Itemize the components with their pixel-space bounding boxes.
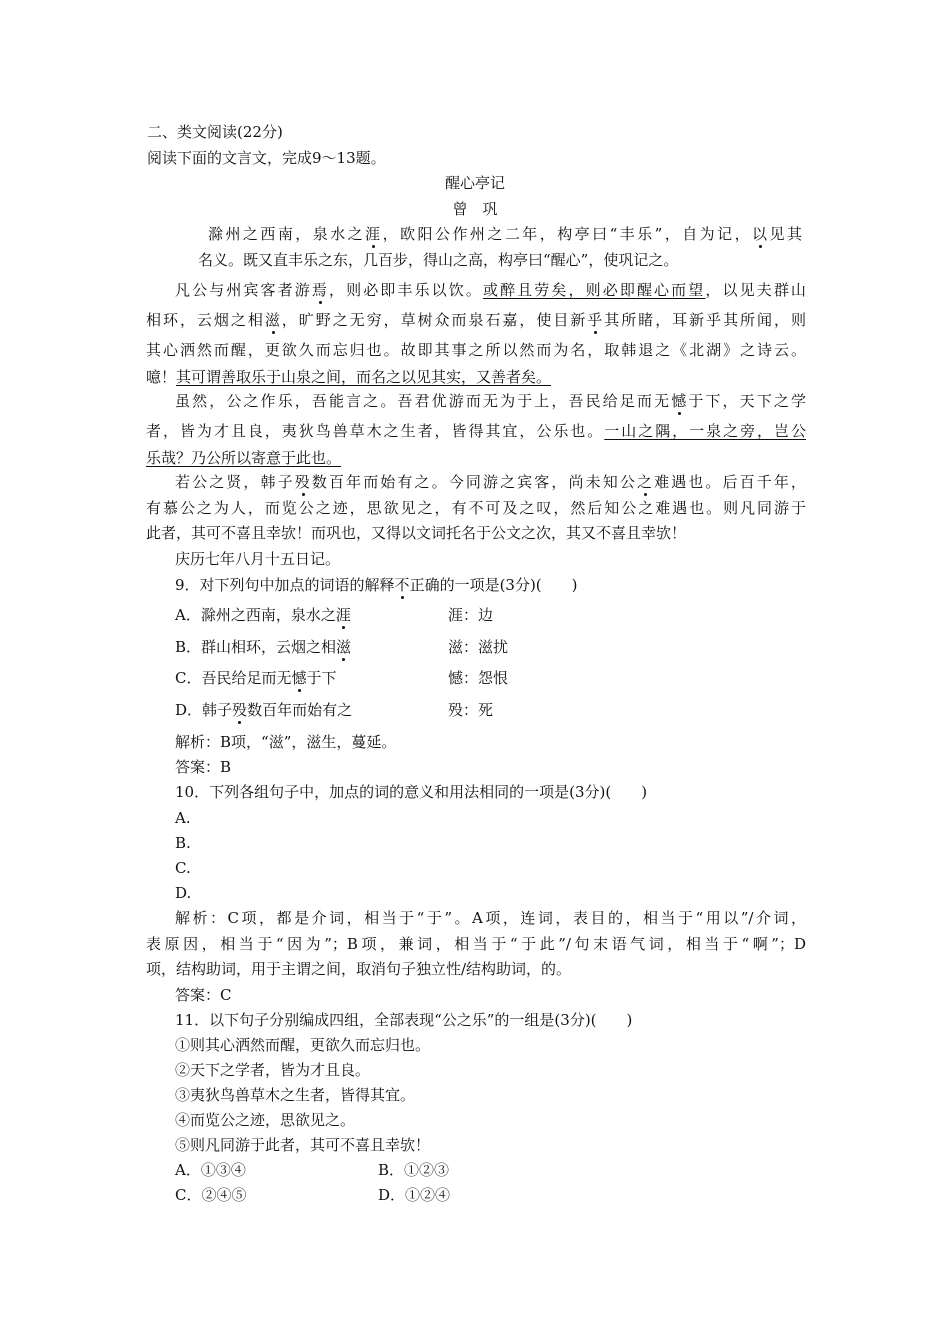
q9-option-a-def: 涯：边 xyxy=(448,606,494,624)
dotted-char: 焉 xyxy=(311,281,329,299)
dotted-char: 滋 xyxy=(336,638,352,656)
q9-answer: 答案：B xyxy=(175,758,232,776)
q9-option-b: B．群山相环，云烟之相滋 xyxy=(175,638,352,656)
q11-item: ③夷狄鸟兽草木之生者，皆得其宜。 xyxy=(175,1086,416,1104)
q9-option-c-def: 憾：怨恨 xyxy=(448,669,509,687)
q11-item: ②天下之学者，皆为才且良。 xyxy=(175,1061,371,1079)
q9-option-d: D．韩子殁数百年而始有之 xyxy=(175,701,353,719)
underlined-sentence: 一山之隅，一泉之旁，岂公 xyxy=(604,422,806,440)
q10-stem: 10．下列各组句子中，加点的词的意义和用法相同的一项是(3分)( ) xyxy=(175,783,648,801)
dotted-char: 憾 xyxy=(671,392,689,410)
passage-p2-line4: 噫！其可谓善取乐于山泉之间，而名之以见其实，又善者矣。 xyxy=(146,368,552,386)
underlined-sentence: 其可谓善取乐于山泉之间，而名之以见其实，又善者矣。 xyxy=(176,368,552,386)
passage-p2-line1: 凡公与州宾客者游焉，则必即丰乐以饮。或醉且劳矣，则必即醒心而望，以见夫群山 xyxy=(175,281,806,299)
passage-p3-line3 xyxy=(146,448,341,468)
passage-p3-line2: 者，皆为才且良，夷狄鸟兽草木之生者，皆得其宜，公乐也。一山之隅，一泉之旁，岂公 xyxy=(146,422,806,440)
section-heading: 二、类文阅读(22分) xyxy=(147,123,283,141)
q11-option-a: A．①③④ xyxy=(175,1161,246,1179)
passage-author: 曾 巩 xyxy=(452,200,498,218)
dotted-char: 涯 xyxy=(365,225,383,243)
q11-option-d: D．①②④ xyxy=(378,1186,451,1204)
q9-option-b-def: 滋：滋扰 xyxy=(448,638,509,656)
q10-option-b: B. xyxy=(175,834,191,852)
dotted-char: 殁 xyxy=(294,473,312,491)
q10-answer: 答案：C xyxy=(175,986,232,1004)
q11-item: ①则其心洒然而醒，更欲久而忘归也。 xyxy=(175,1036,431,1054)
passage-title: 醒心亭记 xyxy=(444,174,505,192)
q9-option-d-def: 殁：死 xyxy=(448,701,494,719)
q10-analysis-line1: 解析：C项，都是介词，相当于“于”。A项，连词，表目的，相当于“用以”/介词， xyxy=(175,909,806,927)
q10-option-a: A. xyxy=(175,809,191,827)
q11-stem: 11．以下句子分别编成四组，全部表现“公之乐”的一组是(3分)( ) xyxy=(175,1011,633,1029)
q10-option-c: C. xyxy=(175,859,191,877)
passage-p1-line1: 滁州之西南，泉水之涯，欧阳公作州之二年，构亭曰“丰乐”，自为记，以见其 xyxy=(208,225,802,243)
dotted-char: 涯 xyxy=(335,606,351,624)
q10-analysis-line2: 表原因，相当于“因为”；B项，兼词，相当于“于此”/句末语气词，相当于“啊”；D xyxy=(146,935,806,953)
dotted-char: 乎 xyxy=(587,311,605,329)
passage-p1-line2: 名义。既又直丰乐之东，几百步，得山之高，构亭曰“醒心”，使巩记之。 xyxy=(198,251,679,269)
q10-option-d: D. xyxy=(175,884,192,902)
underlined-sentence: 或醉且劳矣，则必即醒心而望 xyxy=(482,281,706,299)
q9-stem: 9．对下列句中加点的词语的解释不正确的一项是(3分)( ) xyxy=(175,576,578,594)
q11-item: ⑤则凡同游于此者，其可不喜且幸欤！ xyxy=(175,1136,431,1154)
q11-item: ④而览公之迹，思欲见之。 xyxy=(175,1111,356,1129)
passage-p2-line2: 相环，云烟之相滋，旷野之无穷，草树众而泉石嘉，使目新乎其所睹，耳新乎其所闻，则 xyxy=(146,311,806,329)
underlined-sentence: 乐哉？乃公所以寄意于此也。 xyxy=(146,449,342,467)
dotted-char: 憾 xyxy=(291,669,307,687)
passage-p4-line2: 有慕公之为人，而览公之迹，思欲见之，有不可及之叹，然后知公之难遇也。则凡同游于 xyxy=(146,499,806,517)
passage-p4-line3: 此者，其可不喜且幸欤！而巩也，又得以文词托名于公文之次，其又不喜且幸欤！ xyxy=(146,524,687,542)
dotted-char: 滋 xyxy=(264,311,282,329)
dotted-char: 之 xyxy=(636,473,655,491)
q9-analysis: 解析：B项，“滋”，滋生，蔓延。 xyxy=(175,733,397,751)
passage-p4-line1: 若公之贤，韩子殁数百年而始有之。今同游之宾客，尚未知公之难遇也。后百千年， xyxy=(175,473,806,491)
q11-option-b: B．①②③ xyxy=(378,1161,450,1179)
dotted-char: 以 xyxy=(752,225,770,243)
passage-p4-date: 庆历七年八月十五日记。 xyxy=(175,550,341,568)
passage-p2-line3: 其心洒然而醒，更欲久而忘归也。故即其事之所以然而为名，取韩退之《北湖》之诗云。 xyxy=(146,341,806,359)
q9-option-c: C．吾民给足而无憾于下 xyxy=(175,669,337,687)
q9-option-a: A．滁州之西南，泉水之涯 xyxy=(175,606,351,624)
passage-p3-line1: 虽然，公之作乐，吾能言之。吾君优游而无为于上，吾民给足而无憾于下，天下之学 xyxy=(175,392,806,410)
section-instruction: 阅读下面的文言文，完成9～13题。 xyxy=(147,149,386,167)
dotted-char: 不 xyxy=(394,576,410,594)
dotted-char: 殁 xyxy=(232,701,248,719)
q10-analysis-line3: 项，结构助词，用于主谓之间，取消句子独立性/结构助词，的。 xyxy=(146,960,572,978)
q11-option-c: C．②④⑤ xyxy=(175,1186,247,1204)
